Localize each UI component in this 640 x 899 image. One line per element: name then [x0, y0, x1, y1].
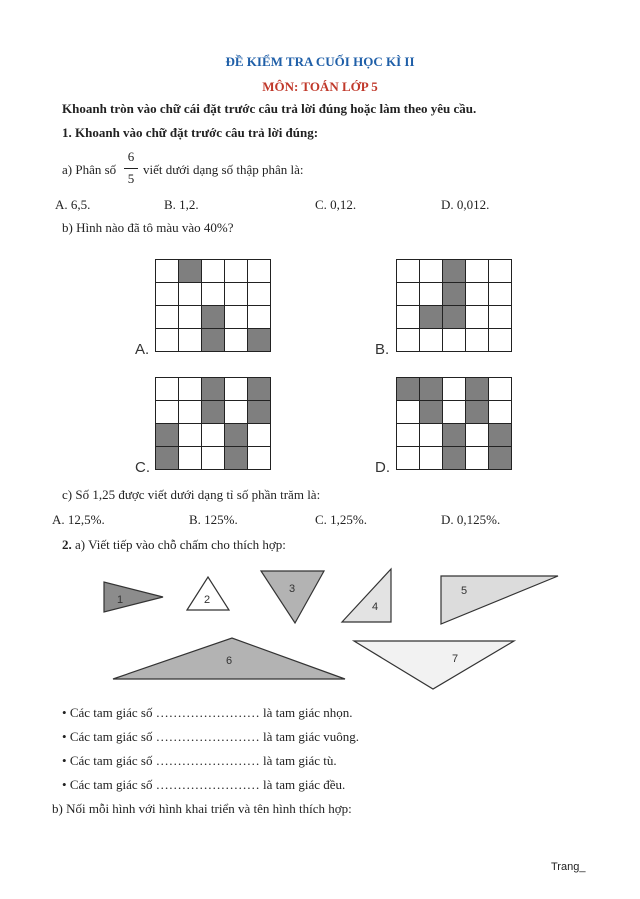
triangle-5	[441, 576, 558, 624]
bullet-dot: •	[62, 753, 67, 768]
grid-label-a[interactable]: A.	[135, 341, 150, 358]
triangle-6-label: 6	[226, 655, 233, 667]
instruction: Khoanh tròn vào chữ cái đặt trước câu trả lời đúng hoặc làm theo yêu cầu.	[62, 101, 477, 116]
q1c-option-b[interactable]: B. 125%.	[189, 512, 238, 527]
bullet-right	[62, 729, 359, 745]
q1a-option-d[interactable]: D. 0,012.	[441, 197, 490, 212]
fraction-numerator: 6	[127, 149, 135, 164]
q1b-question: b) Hình nào đã tô màu vào 40%?	[62, 220, 234, 235]
bullet-dot: •	[62, 729, 67, 744]
q2-number: 2.	[62, 537, 72, 552]
q1a-suffix: viết dưới dạng số thập phân là:	[143, 162, 304, 177]
triangle-1	[104, 582, 163, 612]
triangle-3	[261, 571, 324, 623]
bullet-dot: •	[62, 777, 67, 792]
q1c-question: c) Số 1,25 được viết dưới dạng tỉ số phần trăm là:	[62, 487, 321, 502]
q1c-option-c[interactable]: C. 1,25%.	[315, 512, 367, 527]
triangle-7	[354, 641, 514, 689]
q1c-option-d[interactable]: D. 0,125%.	[441, 512, 501, 527]
bullet-equilateral	[62, 777, 345, 793]
exam-title: ĐỀ KIỂM TRA CUỐI HỌC KÌ II	[225, 54, 415, 69]
q1-heading: 1. Khoanh vào chữ đặt trước câu trả lời đúng:	[62, 125, 319, 140]
bullet-acute	[62, 705, 353, 721]
bullet-text: Các tam giác số …………………… là tam giác nhọn.	[69, 705, 353, 720]
page-footer: Trang_	[551, 861, 586, 873]
triangle-3-label: 3	[289, 583, 296, 595]
triangle-5-label: 5	[461, 585, 468, 597]
grid-label-c[interactable]: C.	[135, 459, 150, 476]
q2a-text: a) Viết tiếp vào chỗ chấm cho thích hợp:	[75, 537, 286, 552]
q1c-option-a[interactable]: A. 12,5%.	[52, 512, 105, 527]
bullet-text: Các tam giác số …………………… là tam giác vuông.	[69, 729, 360, 744]
q1a-option-c[interactable]: C. 0,12.	[315, 197, 357, 212]
bullet-dot: •	[62, 705, 67, 720]
triangle-2-label: 2	[204, 594, 211, 606]
subject-title: MÔN: TOÁN LỚP 5	[262, 79, 378, 94]
grid-label-b[interactable]: B.	[375, 341, 390, 358]
triangle-4	[342, 569, 391, 622]
triangle-1-label: 1	[117, 594, 124, 606]
bullet-text: Các tam giác số …………………… là tam giác đều.	[69, 777, 346, 792]
q1a-prefix: a) Phân số	[62, 162, 117, 177]
bullet-text: Các tam giác số …………………… là tam giác tù.	[69, 753, 337, 768]
q2b-text: b) Nối mỗi hình với hình khai triển và tên hình thích hợp:	[52, 801, 352, 816]
bullet-obtuse	[62, 753, 337, 769]
triangle-7-label: 7	[452, 653, 459, 665]
fraction-denominator: 5	[127, 171, 135, 186]
triangle-4-label: 4	[372, 601, 379, 613]
grid-label-d[interactable]: D.	[375, 459, 390, 476]
q1a-option-b[interactable]: B. 1,2.	[164, 197, 199, 212]
q1a-option-a[interactable]: A. 6,5.	[55, 197, 91, 212]
